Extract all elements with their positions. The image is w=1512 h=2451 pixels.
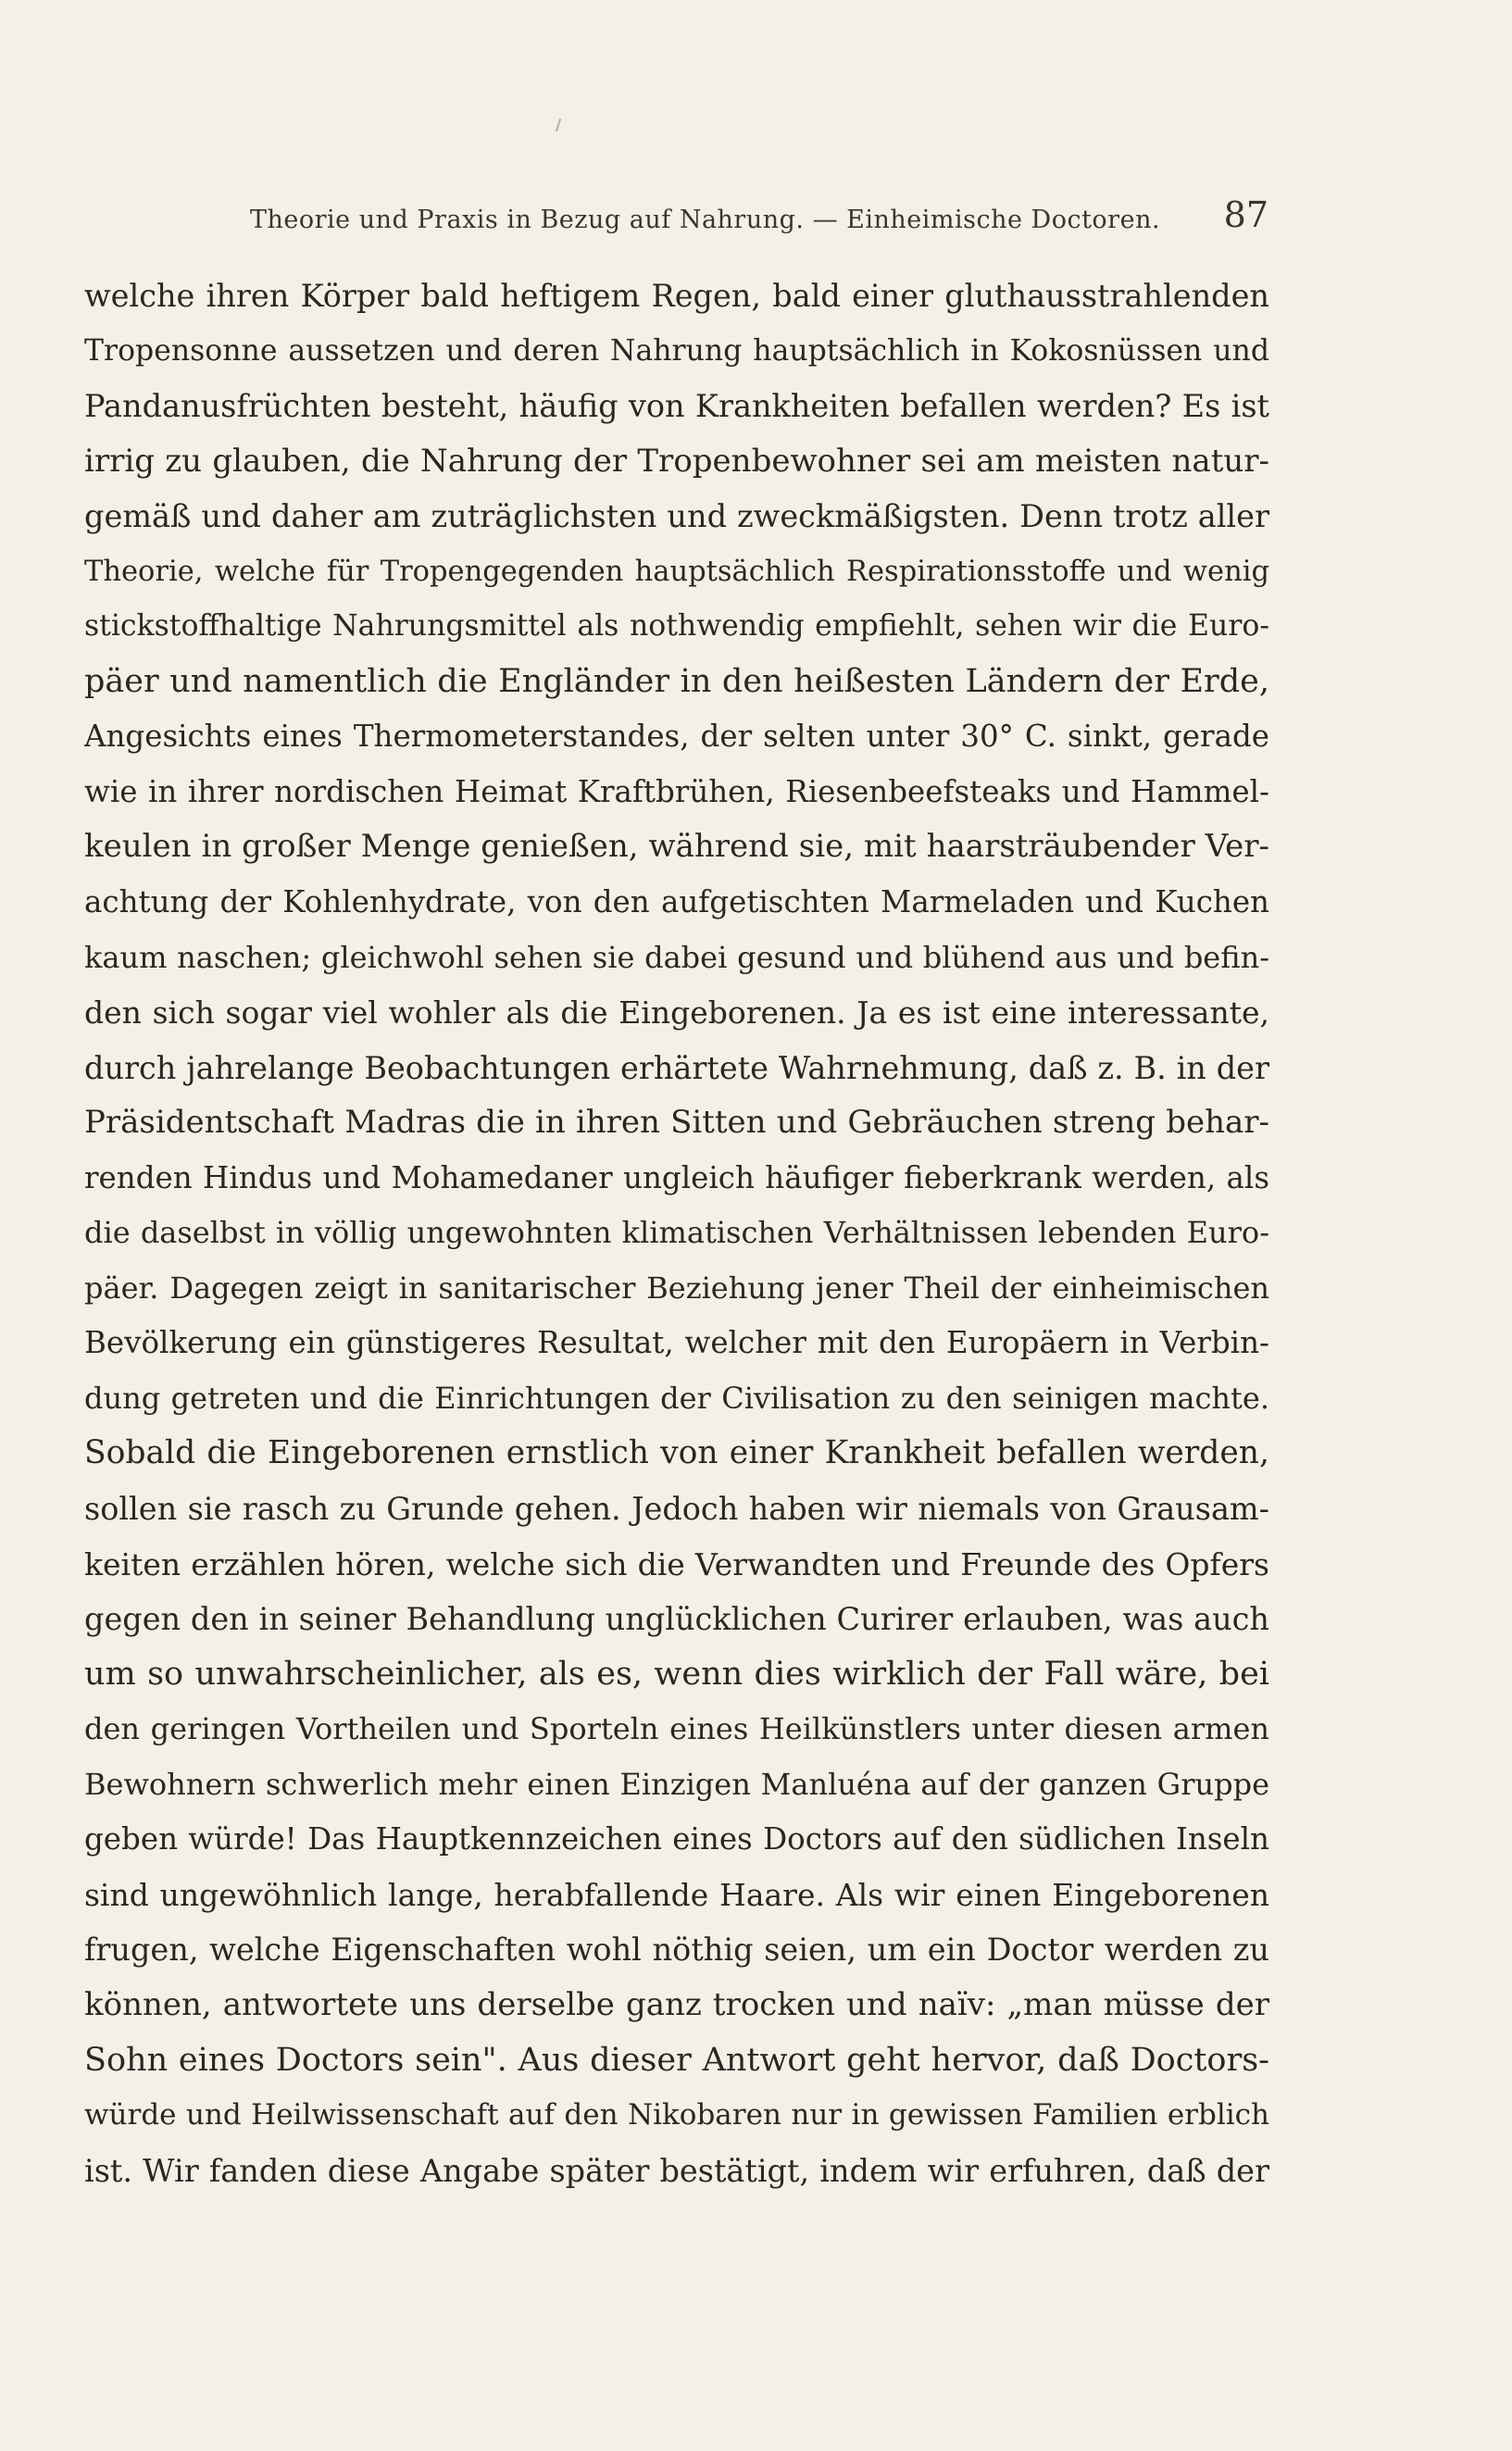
text-line: keulen in großer Menge genießen, während sie, mit haarsträubender Ver- — [84, 828, 1269, 866]
text-line: würde und Heilwissenschaft auf den Nikobaren nur in gewissen Familien erblich — [84, 2098, 1269, 2132]
text-line: Bevölkerung ein günstigeres Resultat, welcher mit den Europäern in Verbin- — [84, 1325, 1269, 1361]
body-text — [84, 269, 1269, 2198]
page-number: 87 — [1223, 194, 1268, 235]
text-line: durch jahrelange Beobachtungen erhärtete Wahrnehmung, daß z. B. in der — [84, 1049, 1269, 1086]
text-line: Bewohnern schwerlich mehr einen Einzigen Manluéna auf der ganzen Gruppe — [84, 1766, 1269, 1802]
text-line: achtung der Kohlenhydrate, von den aufgetischten Marmeladen und Kuchen — [84, 884, 1269, 920]
text-line: dung getreten und die Einrichtungen der Civilisation zu den seinigen machte. — [84, 1380, 1269, 1416]
text-line: wie in ihrer nordischen Heimat Kraftbrühen, Riesenbeefsteaks und Hammel- — [84, 773, 1269, 809]
text-line: kaum naschen; gleichwohl sehen sie dabei gesund und blühend aus und befin- — [84, 939, 1269, 975]
text-line: gemäß und daher am zuträglichsten und zweckmäßigsten. Denn trotz aller — [84, 498, 1269, 535]
text-line: päer und namentlich die Engländer in den heißesten Ländern der Erde, — [84, 662, 1269, 700]
text-line: geben würde! Das Hauptkennzeichen eines Doctors auf den südlichen Inseln — [84, 1821, 1269, 1857]
text-line: Angesichts eines Thermometerstandes, der selten unter 30° C. sinkt, gerade — [84, 719, 1269, 755]
text-line: Theorie, welche für Tropengegenden hauptsächlich Respirationsstoffe und wenig — [84, 555, 1269, 588]
text-line: Sobald die Eingeborenen ernstlich von einer Krankheit befallen werden, — [84, 1434, 1269, 1472]
text-line: keiten erzählen hören, welche sich die Verwandten und Freunde des Opfers — [84, 1545, 1269, 1582]
text-line: um so unwahrscheinlicher, als es, wenn dies wirklich der Fall wäre, bei — [84, 1655, 1269, 1693]
text-line: die daselbst in völlig ungewohnten klimatischen Verhältnissen lebenden Euro- — [84, 1215, 1269, 1251]
text-line: den sich sogar viel wohler als die Eingeborenen. Ja es ist eine interessante, — [84, 994, 1269, 1032]
text-line: sollen sie rasch zu Grunde gehen. Jedoch haben wir niemals von Grausam- — [84, 1491, 1269, 1528]
text-line: ist. Wir fanden diese Angabe später bestätigt, indem wir erfuhren, daß der — [84, 2152, 1269, 2189]
running-head — [250, 194, 1268, 243]
text-line: sind ungewöhnlich lange, herabfallende Haare. Als wir einen Eingeborenen — [84, 1876, 1269, 1913]
text-line: päer. Dagegen zeigt in sanitarischer Beziehung jener Theil der einheimischen — [84, 1269, 1269, 1306]
pencil-mark — [556, 119, 561, 131]
text-line: Tropensonne aussetzen und deren Nahrung hauptsächlich in Kokosnüssen und — [84, 333, 1269, 368]
text-line: stickstoffhaltige Nahrungsmittel als nothwendig empfiehlt, sehen wir die Euro- — [84, 609, 1269, 644]
text-line: Sohn eines Doctors sein". Aus dieser Antwort geht hervor, daß Doctors- — [84, 2041, 1269, 2079]
text-line: Präsidentschaft Madras die in ihren Sitten und Gebräuchen streng behar- — [84, 1104, 1269, 1142]
text-line: frugen, welche Eigenschaften wohl nöthig seien, um ein Doctor werden zu — [84, 1932, 1269, 1969]
text-line: Pandanusfrüchten besteht, häufig von Krankheiten befallen werden? Es ist — [84, 388, 1269, 425]
text-line: welche ihren Körper bald heftigem Regen, bald einer gluthausstrahlenden — [84, 278, 1269, 314]
text-line: gegen den in seiner Behandlung unglücklichen Curirer erlauben, was auch — [84, 1601, 1269, 1638]
running-title: Theorie und Praxis in Bezug auf Nahrung. — Einheimische Doctoren. — [250, 206, 1161, 234]
text-line: renden Hindus und Mohamedaner ungleich häufiger fieberkrank werden, als — [84, 1159, 1269, 1195]
text-line: den geringen Vortheilen und Sporteln eines Heilkünstlers unter diesen armen — [84, 1711, 1269, 1747]
text-line: irrig zu glauben, die Nahrung der Tropenbewohner sei am meisten natur- — [84, 442, 1269, 480]
text-line: können, antwortete uns derselbe ganz trocken und naïv: „man müsse der — [84, 1985, 1269, 2023]
